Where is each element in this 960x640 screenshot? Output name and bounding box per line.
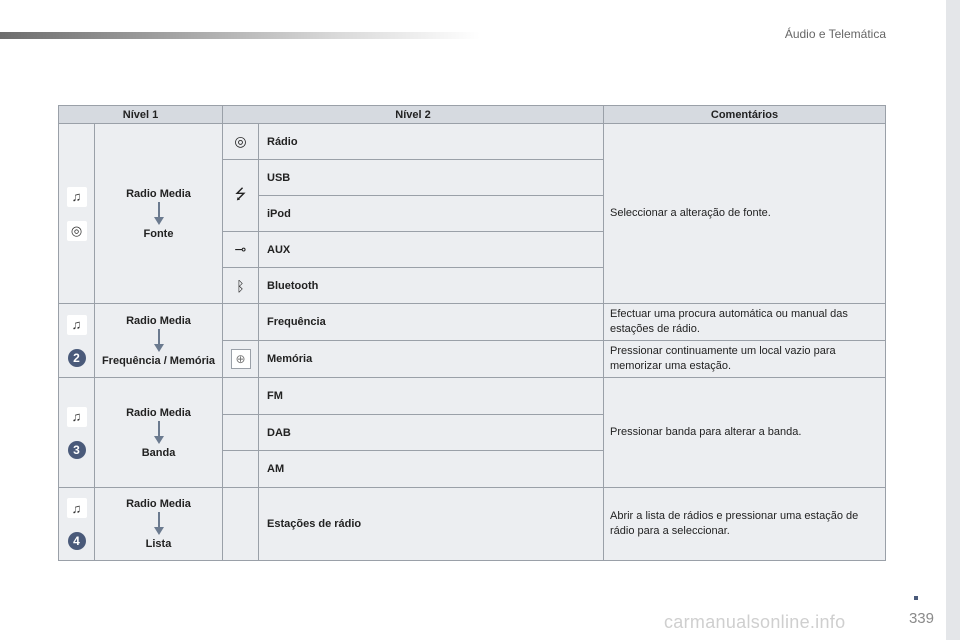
memory-icon: ⊕ (231, 349, 251, 369)
watermark-text: carmanualsonline.info (664, 612, 846, 632)
level2-icon-cell (223, 341, 259, 378)
level2-label: FM (259, 378, 604, 415)
table-row (59, 378, 886, 415)
level1-icons-cell (59, 304, 95, 378)
level2-label: iPod (259, 196, 604, 232)
level2-label: Rádio (259, 124, 604, 160)
radio-icon: ◎ (67, 221, 87, 241)
page-number: 339 (908, 610, 934, 627)
bluetooth-icon: ᛒ (236, 277, 245, 294)
top-decorative-bar (0, 32, 480, 39)
menu-reference-table (58, 105, 886, 561)
table-header-row (59, 106, 886, 124)
level1-bottom-label: Banda (141, 446, 176, 459)
table-row (59, 124, 886, 160)
side-decorative-bar (946, 0, 960, 640)
level2-icon-cell (223, 304, 259, 341)
arrow-down-icon (154, 202, 164, 226)
level2-icon-cell (223, 378, 259, 415)
radio-icon: ◎ (234, 133, 247, 149)
level2-icon-cell (223, 124, 259, 160)
music-note-icon: ♫ (67, 407, 87, 427)
level2-icon-cell (223, 451, 259, 488)
music-note-icon: ♫ (67, 498, 87, 518)
music-note-icon: ♫ (67, 187, 87, 207)
level2-label: Frequência (259, 304, 604, 341)
level2-icon-cell (223, 488, 259, 561)
level1-label-cell (95, 378, 223, 488)
level1-label-cell (95, 124, 223, 304)
level2-label: DAB (259, 415, 604, 451)
level2-label: AUX (259, 232, 604, 268)
comment-cell: Pressionar banda para alterar a banda. (604, 378, 886, 488)
level1-top-label: Radio Media (126, 498, 191, 510)
music-note-icon: ♫ (67, 315, 87, 335)
column-header-comments: Comentários (604, 106, 886, 124)
level2-label: USB (259, 160, 604, 196)
arrow-down-icon (154, 421, 164, 445)
level1-top-label: Radio Media (126, 406, 191, 419)
level1-bottom-label: Fonte (143, 227, 174, 240)
level2-label: Bluetooth (259, 268, 604, 304)
level1-bottom-label: Lista (145, 538, 172, 550)
step-badge: 4 (68, 532, 86, 550)
comment-cell: Seleccionar a alteração de fonte. (604, 124, 886, 304)
aux-icon: ⊸ (234, 241, 247, 257)
level2-label: Memória (259, 341, 604, 378)
arrow-down-icon (154, 512, 164, 536)
level1-bottom-label: Frequência / Memória (101, 354, 216, 367)
usb-icon: ⭍ (234, 185, 247, 202)
level2-icon-cell (223, 268, 259, 304)
level2-label: Estações de rádio (259, 488, 604, 561)
section-title: Áudio e Telemática (784, 27, 886, 41)
level2-icon-cell (223, 415, 259, 451)
level2-label: AM (259, 451, 604, 488)
level2-icon-cell (223, 232, 259, 268)
level1-label-cell (95, 488, 223, 561)
level1-icons-cell (59, 124, 95, 304)
level2-icon-cell (223, 160, 259, 232)
comment-cell: Abrir a lista de rádios e pressionar uma estação de rádio para a seleccionar. (604, 488, 886, 561)
comment-cell: Efectuar uma procura automática ou manual das estações de rádio. (604, 304, 886, 341)
step-badge: 3 (68, 441, 86, 459)
page-marker (914, 596, 918, 600)
table-row (59, 488, 886, 561)
level1-icons-cell (59, 378, 95, 488)
comment-cell: Pressionar continuamente um local vazio para memorizar uma estação. (604, 341, 886, 378)
column-header-level2: Nível 2 (223, 106, 604, 124)
level1-label-cell (95, 304, 223, 378)
table-row (59, 304, 886, 341)
column-header-level1: Nível 1 (59, 106, 223, 124)
level1-top-label: Radio Media (126, 314, 191, 327)
level1-icons-cell (59, 488, 95, 561)
level1-top-label: Radio Media (126, 187, 191, 200)
arrow-down-icon (154, 329, 164, 353)
step-badge: 2 (68, 349, 86, 367)
